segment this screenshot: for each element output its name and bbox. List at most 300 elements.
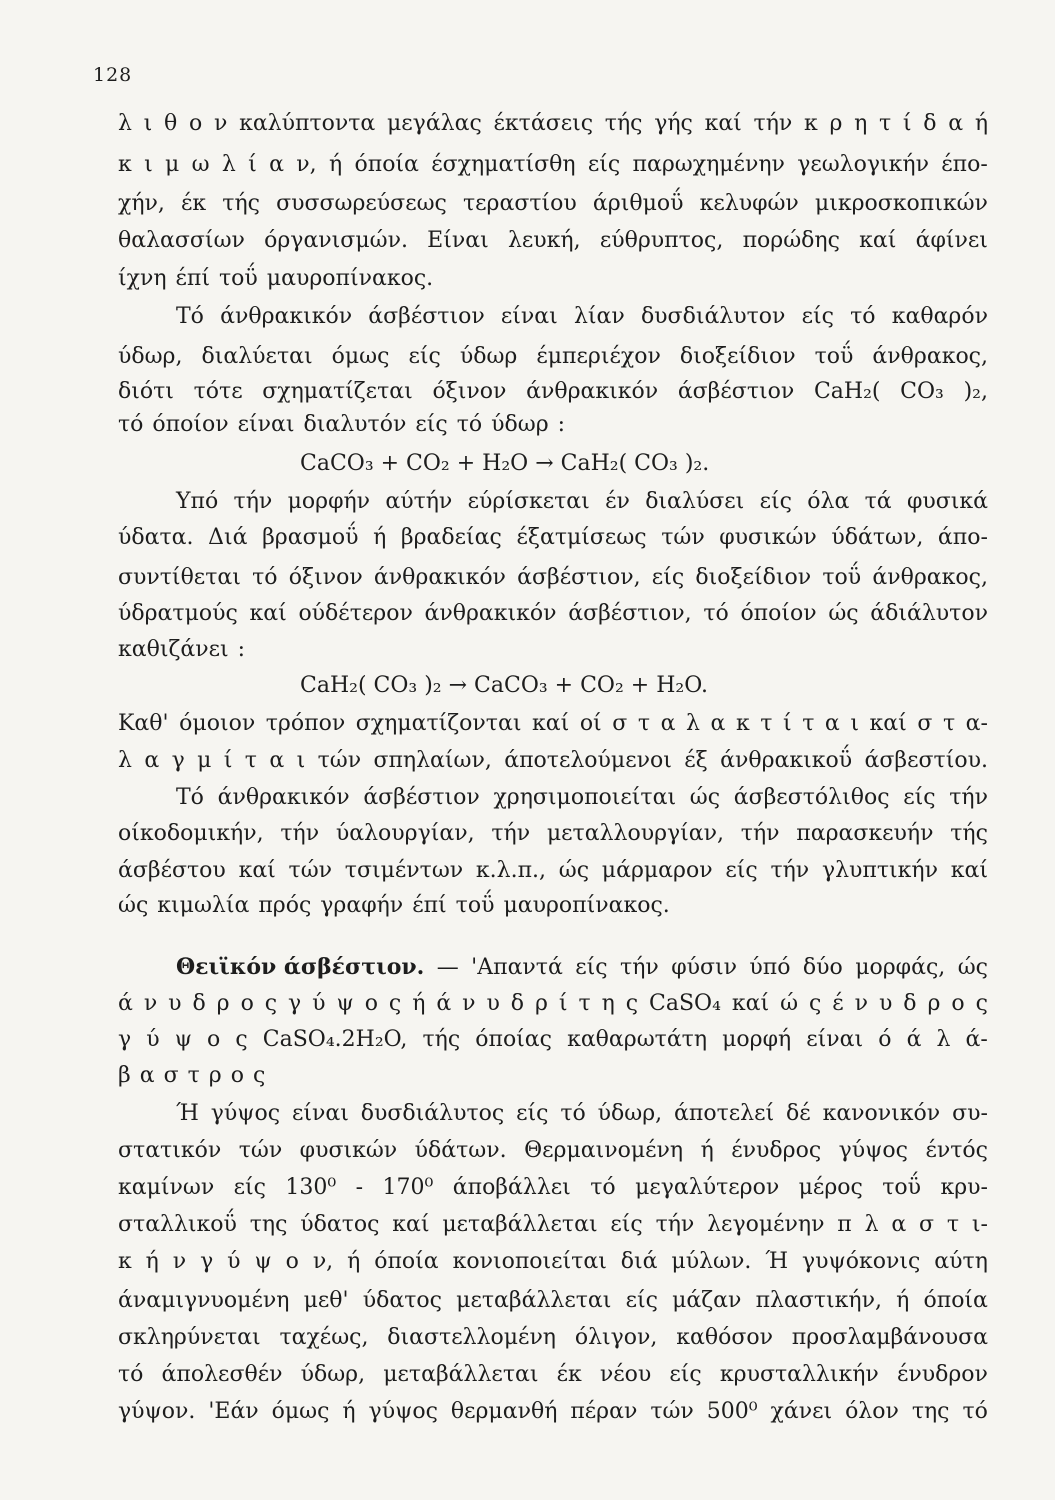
text-line [118,1327,988,1349]
text-line [118,230,988,252]
word: μ [165,152,180,177]
word: καθαρόν [891,304,988,329]
word: ύδωρ, [300,1362,366,1387]
word: ω [191,152,210,177]
text-line [176,1103,988,1125]
word: μεθ' [303,1288,349,1313]
word: ί [248,152,257,177]
word: Ή [765,1249,789,1274]
word: ψ [254,1249,272,1274]
word: ό [878,1027,892,1052]
word: έκτάσεις [493,111,594,136]
word: της [249,1212,288,1237]
word: άνθρακικόν [217,785,350,810]
text-line [118,567,988,589]
word: τής [604,111,643,136]
word: όποία [374,1249,439,1274]
word: διοξείδιον [695,565,812,590]
text-line [118,1065,988,1087]
word: τό [962,1399,988,1424]
word: υ [486,991,500,1016]
word: άνθρακος, [872,344,988,369]
word: καί [859,228,897,253]
text-line [118,414,988,436]
word: α [660,711,676,736]
word: τ [578,991,591,1016]
word: τσιμέντων [344,858,464,883]
text-line [118,1029,988,1051]
word: τό [118,412,144,437]
word: προσλαμβάνουσα [791,1325,988,1350]
word: τών [650,1399,694,1424]
word: οί [579,711,602,736]
text-line [300,675,988,697]
word: καλύπτοντα [239,111,376,136]
word: ύδατος [300,1212,380,1237]
word: φυσικών [299,1138,398,1163]
word: φυσικών [719,525,817,550]
word: κανονικόν [822,1101,941,1126]
word: συσσωρεύσεως [276,191,447,216]
word: αύτη [934,1249,988,1274]
word: ί [558,991,568,1016]
word: - [355,1175,364,1200]
word: λ [118,748,132,773]
text-line [118,713,988,735]
text-line [118,1401,988,1423]
word: έν [605,489,630,514]
word: έμπεριέχον [536,344,661,369]
word: είναι [291,1101,349,1126]
word: ν [143,991,158,1016]
word: γλυπτικήν [821,858,938,883]
word: ύαλουργίαν, [335,821,475,846]
text-line [118,1140,988,1162]
word: άνθρακικόν [373,565,506,590]
word: τό [456,412,483,437]
word: κ.λ.π., [475,858,547,883]
word: σ [919,1212,935,1237]
word: σ [163,1063,179,1088]
word: έ [832,991,844,1016]
word: δυσδιάλυτος [360,1101,505,1126]
word: λευκή, [507,228,581,253]
word: Ή [176,1101,199,1126]
word: θαλασσίων [118,228,245,253]
word: γής [654,111,693,136]
word: λ [936,1027,951,1052]
word: διά [620,1249,658,1274]
word: όποίον [152,412,229,437]
word: καθαρωτάτη [567,1027,708,1052]
word: μεταβάλλεται [456,1288,612,1313]
word: ύ [312,991,326,1016]
word: παρωχημένην [632,152,785,177]
word: γυψόκονις [802,1249,921,1274]
word: τεραστίου [462,191,577,216]
word: ς [264,991,278,1016]
word: Διά [208,525,248,550]
word: μεταβάλλεται [383,1362,539,1387]
word: έπί [175,266,210,291]
word: 130⁰ [285,1175,337,1200]
word: ώς [957,955,988,980]
word: ς [625,991,639,1016]
word: ταχέως, [279,1325,369,1350]
word: α [948,111,964,136]
word: τοΰ [882,1175,922,1200]
text-line [118,1364,988,1386]
word: τών [661,525,705,550]
word: ώς [558,858,590,883]
word: ούδέτερον [298,601,413,626]
word: τήν [753,111,793,136]
word: ο [189,111,203,136]
word: μεγάλας [386,111,482,136]
word: ύ [227,1249,241,1274]
word: μεταλλουργίαν, [546,821,725,846]
word: τ [244,748,257,773]
word: όποίον [740,601,817,626]
word: ένυδρος [731,1138,822,1163]
word: τ [942,711,956,736]
text-line [176,306,988,328]
text-line [118,860,988,882]
word: άνθρακικόν [424,601,557,626]
word: ο [364,991,378,1016]
word: ψ [174,1027,192,1052]
word: Τό [176,785,204,810]
word: είς [587,152,621,177]
word: εύρίσκεται [467,489,590,514]
word: διότι [118,379,174,404]
page-number: 128 [93,64,133,86]
word: τοΰ [455,893,495,918]
word: άσβέστιον, [568,601,692,626]
word: ο [230,1063,244,1088]
text-line [118,639,988,661]
word: έσχηματίσθη [431,152,576,177]
word: ώ [780,991,799,1016]
word: ο [285,1249,299,1274]
word: διοξείδιον [679,344,796,369]
word: δέ [786,1101,811,1126]
word: τήν [949,785,988,810]
word: όμως [331,344,390,369]
word: σταλλικοΰ [118,1212,237,1237]
equation: CaCO₃ + CO₂ + H₂O → CaH₂( CO₃ )₂. [300,451,710,476]
word: βραδείας [400,525,502,550]
word: ά [906,1027,922,1052]
text-line [118,895,988,917]
word: η [601,991,615,1016]
word: ι [296,748,306,773]
word: όλα [807,489,850,514]
word: α [269,152,284,177]
word: κ [735,711,750,736]
word: ύδωρ, [118,344,183,369]
word: α [891,1212,907,1237]
word: κονιοποιείται [452,1249,607,1274]
word: γ [118,1027,132,1052]
word: ά [436,991,452,1016]
word: καί [238,858,276,883]
word: γ [288,991,302,1016]
word: τοΰ [219,266,258,291]
text-line [118,603,988,625]
text-line [176,787,988,809]
word: ι [144,152,153,177]
word: α [710,711,726,736]
word: τό [850,304,876,329]
word: τό [118,1362,144,1387]
word: δυσδιάλυτον [640,304,786,329]
word: ο [240,991,254,1016]
word: ν [213,111,228,136]
section-heading: Θειϊκόν άσβέστιον. [176,954,425,980]
word: συντίθεται [118,565,241,590]
word: Θερμαινομένη [524,1138,684,1163]
text-line [118,1290,988,1312]
word: γύψος [838,1138,908,1163]
word: όξινον [288,565,363,590]
word: είς [233,1175,266,1200]
word: όμως [271,1399,330,1424]
word: μάζαν [672,1288,742,1313]
word: τής [222,191,260,216]
word: ν [172,1249,187,1274]
word: σπηλαίων, [373,748,492,773]
word: ά- [965,1027,988,1052]
word: καί [731,991,770,1016]
word: λ [686,711,700,736]
text-line [118,268,988,290]
word: ι- [971,1212,988,1237]
word: είναι [500,304,558,329]
word: γ [200,1249,214,1274]
word: ψ [336,991,354,1016]
word: υ [168,991,182,1016]
word: ν, [312,1249,334,1274]
word: γ [171,748,185,773]
equation: CaH₂( CO₃ )₂ → CaCO₃ + CO₂ + H₂O. [300,673,708,698]
text-line [118,993,988,1015]
word: όξινον [432,379,507,404]
word: είς [651,565,685,590]
word: καί [532,711,570,736]
word: ώς [689,785,721,810]
word: τήν [233,489,273,514]
word: καμίνων [118,1175,215,1200]
word: κελυφών [699,191,799,216]
word: βρασμοΰ [262,525,359,550]
word: τής [950,821,988,846]
word: διαλύεται [201,344,313,369]
word: άσβέστιον [368,304,485,329]
word: ύδωρ, [597,1101,663,1126]
word: πρός [258,893,312,918]
word: β [118,1063,131,1088]
word: CO₃ [900,379,944,404]
word: μαυροπίνακος. [503,893,670,918]
word: ς [975,991,988,1016]
word: άνθρακος, [872,565,988,590]
word: είς [903,785,936,810]
word: είναι [237,412,295,437]
word: ο [207,1027,221,1052]
word: ή [145,1249,159,1274]
text-line [118,193,988,215]
word: ρ [216,991,230,1016]
word: τότε [193,379,243,404]
word: μύλων. [671,1249,752,1274]
word: ή [328,152,343,177]
word: δ [923,111,937,136]
word: εύθρυπτος, [599,228,724,253]
word: μεγαλύτερον [635,1175,780,1200]
text-line [118,1177,988,1199]
word: ς [808,991,822,1016]
word: α [824,711,840,736]
word: τ [187,1063,200,1088]
word: ύδάτων, [831,525,924,550]
word: τό [703,601,729,626]
word: λ [118,111,132,136]
word: ή [342,1399,356,1424]
text-line [118,1214,988,1236]
word: τήν [770,858,810,883]
word: ώς [828,601,859,626]
word: όλιγον, [574,1325,658,1350]
word: μορφάς, [855,955,946,980]
word: ή [347,1249,361,1274]
word: είς [759,489,792,514]
word: παρασκευήν [796,821,934,846]
word: καί [392,1212,430,1237]
word: ς [388,991,402,1016]
word: τοΰ [822,565,862,590]
word: : [557,412,566,437]
word: της [911,1399,950,1424]
word: είς [415,412,448,437]
word: τών [238,1138,283,1163]
text-line [118,1251,988,1273]
word: τ [879,111,892,136]
word: είς [625,1288,658,1313]
word: σχηματίζεται [262,379,413,404]
word: ο [951,991,965,1016]
word: άσβεστίου. [864,748,988,773]
word: Καθ' [118,711,169,736]
word: δ [903,991,917,1016]
word: άπολεσθέν [161,1362,283,1387]
text-line [118,823,988,845]
word: θ [164,111,178,136]
word: είς [516,1101,549,1126]
word: κρυσταλλικήν [719,1362,879,1387]
word: έκ [556,1362,582,1387]
word: ρ [927,991,941,1016]
word: σ [917,711,933,736]
word: 'Απαντά [471,955,563,980]
word: πορώδης [742,228,840,253]
word: ένυδρον [896,1362,988,1387]
word: θερμανθή [450,1399,558,1424]
word: όποίας [475,1027,552,1052]
word: τών [288,858,333,883]
word: είς [610,1212,643,1237]
word: CaSO₄.2H₂O, [262,1027,408,1052]
word: ι [143,111,153,136]
word: τήν [280,821,320,846]
word: ή [896,1288,910,1313]
word: διαλύσει [645,489,745,514]
text-line [118,113,988,135]
word: κ [118,1249,132,1274]
text-line [300,453,988,475]
word: άπο- [937,525,988,550]
word: γεωλογικήν [797,152,929,177]
word: ύδατα. [118,525,194,550]
word: κ [118,152,132,177]
word: Είναι [427,228,489,253]
word: ν [462,991,476,1016]
word: όμοιον [179,711,256,736]
word: σχηματίζονται [355,711,522,736]
word: πέραν [570,1399,638,1424]
word: α- [965,711,988,736]
word: άσβέστιον [363,785,480,810]
word: λίαν [573,304,625,329]
word: καθιζάνει [118,637,229,662]
text-line [118,750,988,772]
word: ι [850,711,859,736]
word: τ [637,711,651,736]
word: ς [252,1063,266,1088]
word: άνθρακικόν [220,304,353,329]
word: γύψος [368,1399,438,1424]
word: ν [854,991,868,1016]
word: φυσικά [906,489,988,514]
word: άποτελεί [674,1101,775,1126]
word: ύ [146,1027,160,1052]
word: άνθρακικόν [526,379,659,404]
word: είς [408,344,441,369]
word: τήν [740,821,780,846]
word: α [269,748,285,773]
word: είς [725,858,758,883]
word: τό [252,565,278,590]
word: καί [950,858,988,883]
word: λ [221,152,236,177]
word: όργανισμών. [264,228,408,253]
word: ν, [296,152,317,177]
word: έπί [412,893,447,918]
word: οίκοδομικήν, [118,821,264,846]
word: ή [700,1138,714,1163]
word: μορφή [722,1027,792,1052]
word: μ [197,748,212,773]
word: άφίνει [915,228,988,253]
word: είς [575,955,608,980]
word: τής [422,1027,461,1052]
word: — [436,955,459,980]
word: αύτήν [385,489,453,514]
word: ώς [118,893,149,918]
word: : [237,637,246,662]
word: τρόπον [265,711,346,736]
word: δ [192,991,206,1016]
